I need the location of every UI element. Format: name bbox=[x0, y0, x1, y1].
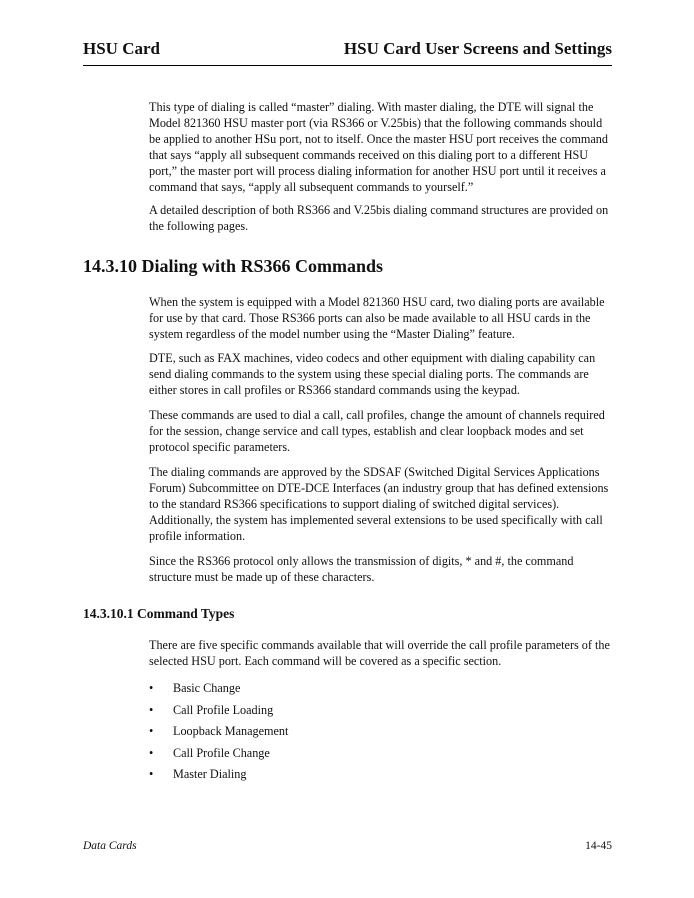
list-item-label: Loopback Management bbox=[173, 724, 289, 738]
list-item bbox=[149, 723, 288, 745]
bullet-marker: • bbox=[149, 767, 154, 781]
page-header bbox=[83, 39, 612, 66]
list-item bbox=[149, 766, 288, 788]
subsection-heading: 14.3.10.1 Command Types bbox=[83, 606, 235, 621]
list-item-label: Basic Change bbox=[173, 681, 241, 695]
paragraph-dialing-ports: When the system is equipped with a Model 821360 HSU card, two dialing ports are available for use by that card. Those RS366 ports can also be made available to all HSU cards in the system regardless of the model number using the “Master Dialing” feature. bbox=[149, 295, 605, 341]
paragraph-sdsaf: The dialing commands are approved by the SDSAF (Switched Digital Services Applications Forum) Subcommittee on DTE-DCE Interfaces (an industry group that has defined extensions to the standard RS366 specifications to support dialing of switched digital services). Additionally, the system has implemented several extensions to be used specifically with call profile information. bbox=[149, 465, 609, 543]
command-type-list bbox=[149, 680, 288, 788]
paragraph-command-uses: These commands are used to dial a call, call profiles, change the amount of channels required for the session, change service and call types, establish and clear loopback modes and set protocol specific parameters. bbox=[149, 408, 605, 454]
paragraph-rs366-protocol: Since the RS366 protocol only allows the transmission of digits, * and #, the command structure must be made up of these characters. bbox=[149, 554, 574, 584]
list-item-label: Call Profile Loading bbox=[173, 702, 274, 717]
header-section-title: HSU Card User Screens and Settings bbox=[343, 39, 612, 58]
header-chapter-title: HSU Card bbox=[83, 39, 160, 58]
list-item bbox=[149, 745, 288, 767]
list-item-label: Master Dialing bbox=[173, 767, 247, 781]
bullet-marker: • bbox=[149, 745, 154, 760]
paragraph-description-note: A detailed description of both RS366 and V.25bis dialing command structures are provided on the following pages. bbox=[149, 203, 609, 233]
footer-page-number: 14-45 bbox=[585, 840, 612, 852]
paragraph-master-dialing: This type of dialing is called “master” dialing. With master dialing, the DTE will signal the Model 821360 HSU master port (via RS366 or V.25bis) that the following commands should be applied to another HSu port, not to itself. Once the master HSU port receives the command that says “apply all subsequent commands received on this dialing port to a different HSU port,” the master port will process dialing information for another HSU port until it receives a command that says, “apply all subsequent commands to yourself.” bbox=[149, 100, 608, 194]
list-item bbox=[149, 702, 288, 724]
bullet-marker: • bbox=[149, 702, 154, 717]
bullet-marker: • bbox=[149, 681, 154, 695]
list-item-label: Call Profile Change bbox=[173, 745, 270, 760]
list-item bbox=[149, 680, 288, 702]
bullet-marker: • bbox=[149, 724, 154, 738]
paragraph-dte-devices: DTE, such as FAX machines, video codecs and other equipment with dialing capability can send dialing commands to the system using these special dialing ports. The commands are either stores in call profiles or RS366 standard commands using the keypad. bbox=[149, 351, 596, 397]
paragraph-command-types: There are five specific commands available that will override the call profile parameters of the selected HSU port. Each command will be covered as a specific section. bbox=[149, 638, 610, 668]
footer-manual-section: Data Cards bbox=[83, 840, 137, 852]
section-heading: 14.3.10 Dialing with RS366 Commands bbox=[83, 256, 384, 276]
